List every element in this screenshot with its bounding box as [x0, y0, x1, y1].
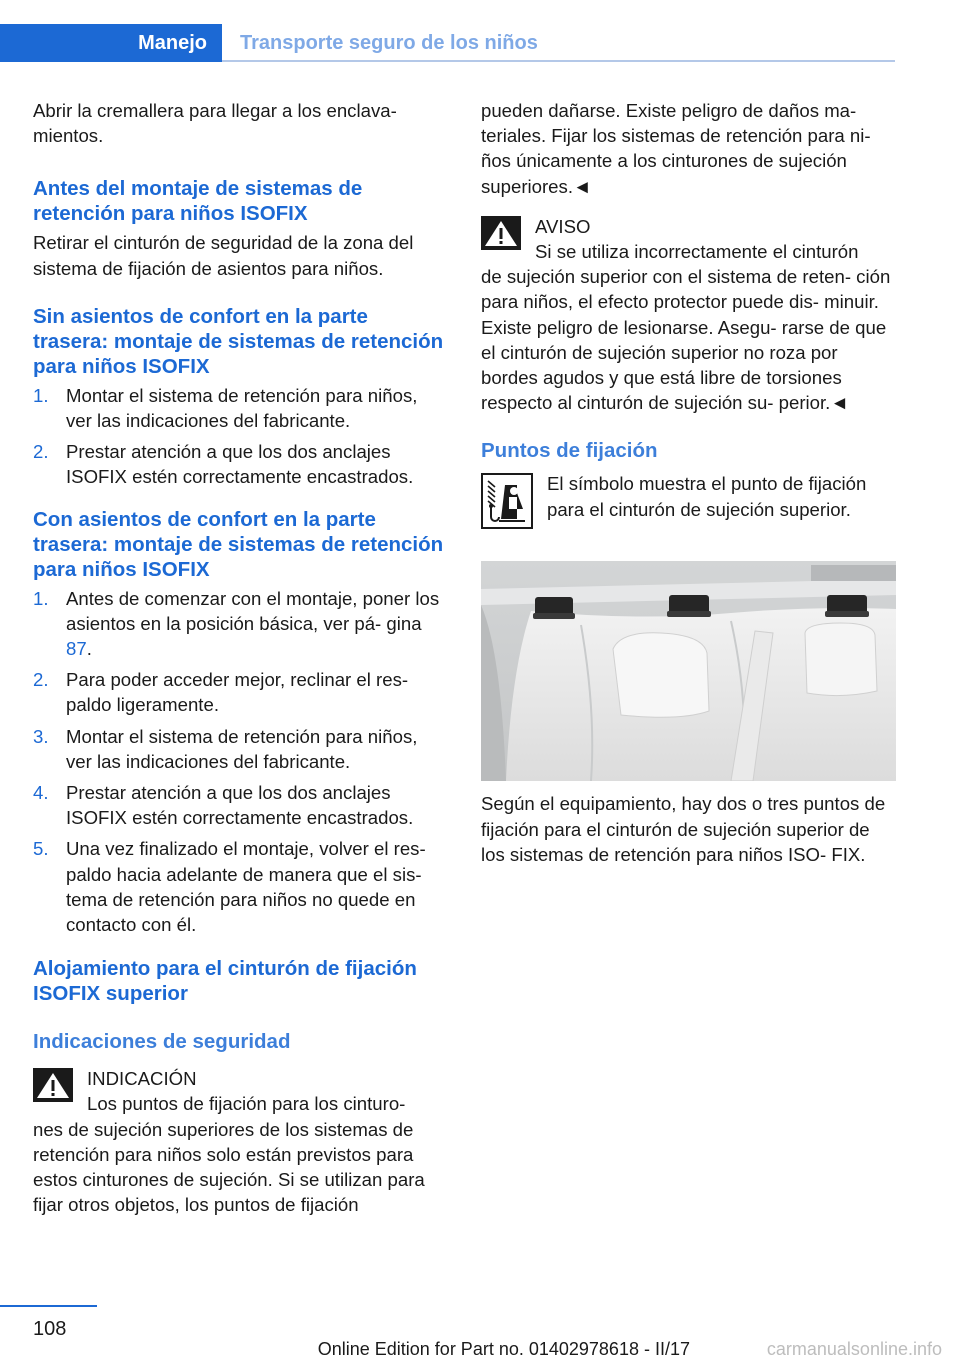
watermark: carmanualsonline.info [766, 1339, 942, 1359]
notice-first-line: Los puntos de fijación para los cinturo- [87, 1093, 406, 1115]
header-rule [222, 60, 895, 62]
list-item [33, 724, 448, 774]
footer-rule [0, 1305, 97, 1307]
intro-text: Abrir la cremallera para llegar a los enclava- mientos. [33, 100, 397, 147]
list-item [33, 836, 448, 937]
warning-title: AVISO [535, 215, 591, 237]
step-text: Antes de comenzar con el montaje, poner los asientos en la posición básica, ver pá- gina [66, 587, 440, 634]
child-seat-anchor-icon [481, 473, 533, 529]
warning-first-line: Si se utiliza incorrectamente el cinturón [535, 241, 859, 263]
list-item [33, 586, 448, 662]
continued-text: pueden dañarse. Existe peligro de daños ma- teriales. Fijar los sistemas de retención para ni- ños únicamente a los cinturones de sujeción superiores.◄ [481, 100, 871, 197]
heading-without-comfort-seats: Sin asientos de confort en la parte trasera: montaje de sistemas de retención para niños ISOFIX [33, 304, 444, 378]
step-text: Una vez finalizado el montaje, volver el res- paldo hacia adelante de manera que el sis- tema de retención para niños no quede en contacto con él. [66, 838, 426, 936]
list-item [33, 667, 448, 717]
step-number: 5. [33, 838, 49, 860]
step-text: Montar el sistema de retención para niños, ver las indicaciones del fabricante. [66, 384, 418, 432]
section-tab[interactable] [0, 24, 222, 62]
list-item [33, 439, 448, 489]
left-column [33, 98, 448, 1217]
step-text: Montar el sistema de retención para niños, ver las indicaciones del fabricante. [66, 725, 418, 772]
rear-seat-photo [481, 561, 896, 781]
heading-safety-notes: Indicaciones de seguridad [33, 1030, 291, 1054]
warning-box [481, 214, 896, 416]
page-number: 108 [33, 1318, 67, 1340]
step-number: 2. [33, 669, 49, 691]
step-text: Prestar atención a que los dos anclajes ISOFIX estén correctamente encastrados. [66, 782, 414, 829]
page-link[interactable]: 87 [66, 638, 87, 660]
heading-anchor-points: Puntos de fijación [481, 439, 658, 463]
steps-without-comfort [33, 383, 448, 490]
anchor-count-text: Según el equipamiento, hay dos o tres puntos de fijación para el cinturón de sujeción superior de los sistemas de retención para niños ISO- FIX. [481, 793, 886, 865]
step-text-end: . [86, 638, 92, 660]
heading-isofix-housing: Alojamiento para el cinturón de fijación ISOFIX superior [33, 957, 417, 1006]
symbol-text: El símbolo muestra el punto de fijación para el cinturón de sujeción superior. [547, 473, 867, 520]
step-number: 2. [33, 441, 49, 463]
right-column [481, 98, 896, 867]
page-header [0, 24, 895, 62]
list-item [33, 383, 448, 433]
step-text: Prestar atención a que los dos anclajes ISOFIX estén correctamente encastrados. [66, 441, 414, 488]
warning-triangle-icon [33, 1068, 73, 1102]
list-item [33, 780, 448, 830]
step-number: 3. [33, 725, 49, 747]
step-number: 4. [33, 782, 49, 804]
symbol-row [481, 471, 896, 529]
section-title: Manejo [138, 31, 207, 54]
notice-box [33, 1066, 448, 1217]
steps-with-comfort [33, 586, 448, 938]
step-number: 1. [33, 587, 49, 609]
step-text: Para poder acceder mejor, reclinar el res- paldo ligeramente. [66, 669, 409, 716]
edition-text: Online Edition for Part no. 01402978618 - II/17 [317, 1339, 690, 1359]
heading-before-mounting: Antes del montaje de sistemas de retención para niños ISOFIX [33, 177, 363, 226]
step-number: 1. [33, 384, 49, 406]
before-text: Retirar el cinturón de seguridad de la zona del sistema de fijación de asientos para niños. [33, 232, 414, 279]
warning-triangle-icon [481, 216, 521, 250]
notice-body: nes de sujeción superiores de los sistemas de retención para niños solo están previstos para estos cinturones de sujeción. Si se utilizan para fijar otros objetos, los puntos de fijación [33, 1118, 425, 1216]
notice-title: INDICACIÓN [87, 1068, 197, 1090]
warning-body: de sujeción superior con el sistema de reten- ción para niños, el efecto protector puede dis- minuir. Existe peligro de lesionarse. Asegu- rarse de que el cinturón de sujeción superior no roza por bordes agudos y que está libre de torsiones respecto al cinturón de sujeción su- perior.◄ [481, 266, 891, 414]
heading-with-comfort-seats: Con asientos de confort en la parte trasera: montaje de sistemas de retención para niños ISOFIX [33, 507, 444, 581]
topic-title[interactable]: Transporte seguro de los niños [240, 32, 538, 54]
